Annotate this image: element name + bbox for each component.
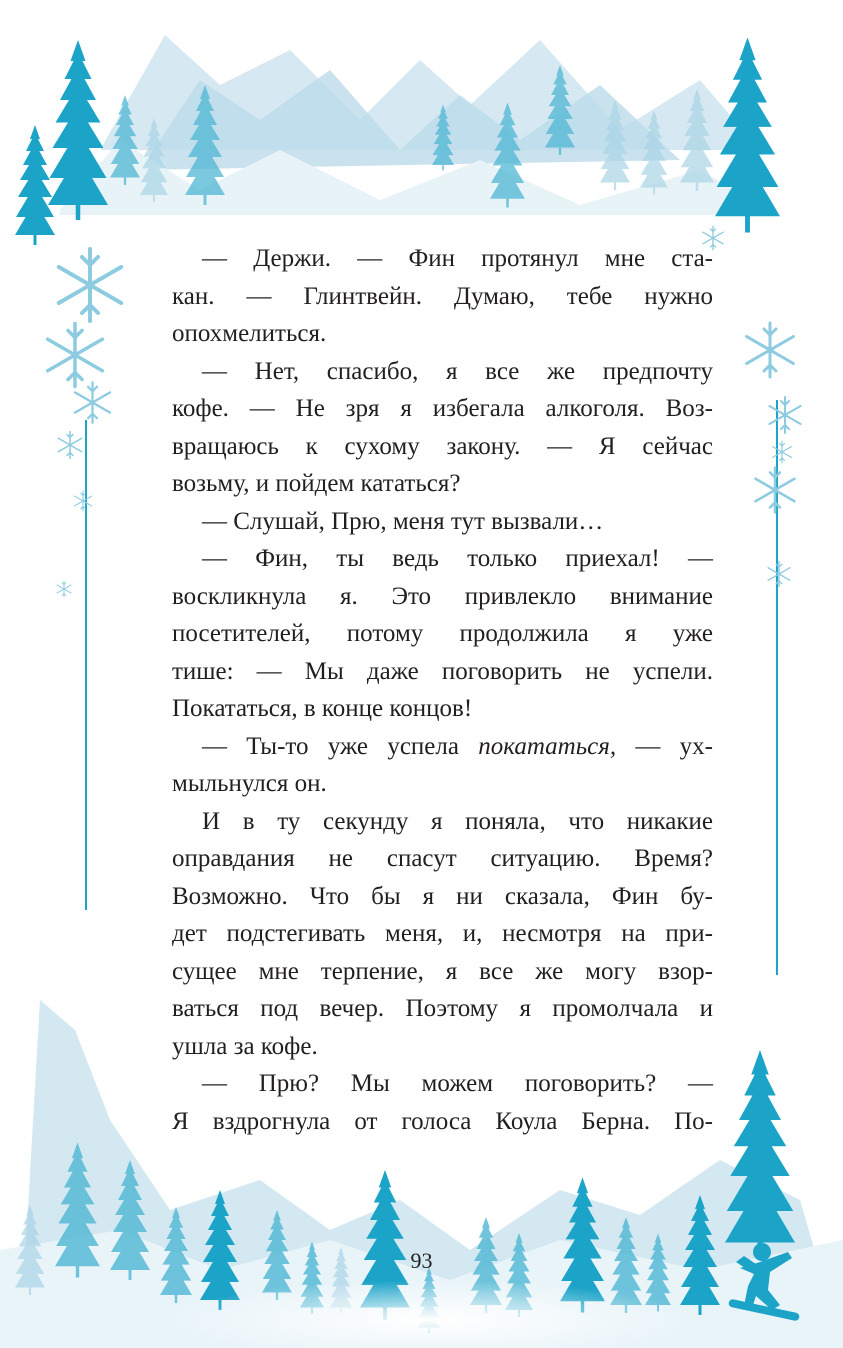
text-line <box>172 728 713 766</box>
text-line: оправдания не спасут ситуацию. Время? <box>172 845 713 872</box>
text-line: Я вздрогнула от голоса Коула Берна. По- <box>172 1107 713 1135</box>
text-line: сущее мне терпение, я все же могу взор- <box>172 957 713 985</box>
text-line: кофе. — Не зря я избегала алкоголя. Воз- <box>172 395 713 422</box>
text-line: дет подстегивать меня, и, несмотря на при- <box>172 920 713 947</box>
text-line: воскликнула я. Это привлекло внимание <box>172 582 713 610</box>
text-line: кан. — Глинтвейн. Думаю, тебе нужно <box>172 282 713 310</box>
italic-word: покататься, <box>478 732 617 760</box>
text-line: тише: — Мы даже поговорить не успели. <box>172 657 713 685</box>
text-line: — Фин, ты ведь только приехал! — <box>202 545 713 572</box>
mountains-icon <box>60 35 780 215</box>
text-line: — Держи. — Фин протянул мне ста- <box>202 245 713 272</box>
body-text <box>172 240 713 1140</box>
text-line-segment: — ух- <box>616 732 713 760</box>
text-line-segment: — Ты-то уже успела <box>202 732 479 760</box>
text-line: возьму, и пойдем кататься? <box>172 470 461 497</box>
text-line: И в ту секунду я поняла, что никакие <box>202 807 713 835</box>
text-line: ушла за кофе. <box>172 1032 318 1060</box>
text-line: — Слушай, Прю, меня тут вызвали… <box>202 507 604 535</box>
text-line: Возможно. Что бы я ни сказала, Фин бу- <box>172 882 713 910</box>
text-line: вращаюсь к сухому закону. — Я сейчас <box>172 432 713 460</box>
text-line: опохмелиться. <box>172 320 327 347</box>
text-line: Покататься, в конце концов! <box>172 695 473 722</box>
text-line: — Нет, спасибо, я все же предпочту <box>202 357 713 385</box>
text-line: посетителей, потому продолжила я уже <box>172 620 713 647</box>
page-number: 93 <box>410 1248 433 1273</box>
text-line: — Прю? Мы можем поговорить? — <box>202 1070 713 1097</box>
text-line: мыльнулся он. <box>172 770 327 797</box>
text-line: ваться под вечер. Поэтому я промолчала и <box>172 995 713 1022</box>
